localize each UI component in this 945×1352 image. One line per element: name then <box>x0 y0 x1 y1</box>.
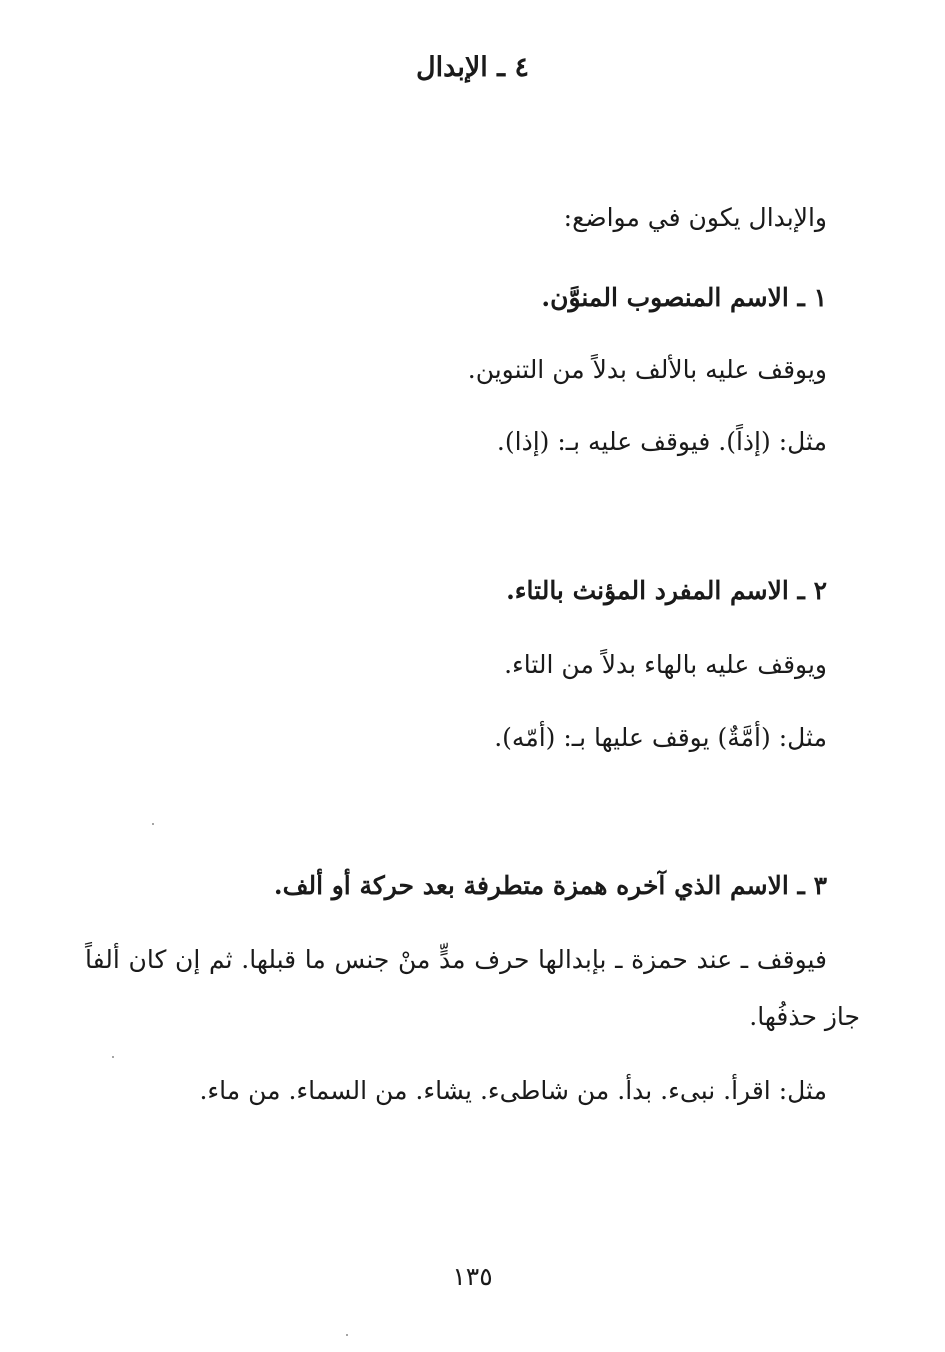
scan-speck <box>346 1334 348 1336</box>
section-1-example: مثل: (إذاً). فيوقف عليه بـ: (إذا). <box>496 427 827 456</box>
section-1-rule: ويوقف عليه بالألف بدلاً من التنوين. <box>467 355 827 384</box>
intro-text: والإبدال يكون في مواضع: <box>563 203 827 232</box>
section-3-rule <box>85 931 860 1045</box>
section-3-title: ٣ ـ الاسم الذي آخره همزة متطرفة بعد حركة أو ألف. <box>273 871 827 900</box>
section-2-rule: ويوقف عليه بالهاء بدلاً من التاء. <box>504 650 827 679</box>
section-1-title: ١ ـ الاسم المنصوب المنوَّن. <box>541 283 827 312</box>
scan-speck <box>152 823 154 825</box>
page-number: ١٣٥ <box>452 1262 493 1291</box>
chapter-heading: ٤ ـ الإبدال <box>416 52 529 83</box>
scan-speck <box>112 1056 114 1058</box>
section-3-rule-text: فيوقف ـ عند حمزة ـ بإبدالها حرف مدٍّ منْ جنس ما قبلها. ثم إن كان ألفاً جاز حذفُها. <box>85 945 860 1031</box>
section-2-example: مثل: (أمَّةٌ) يوقف عليها بـ: (أمّه). <box>494 723 827 752</box>
section-2-title: ٢ ـ الاسم المفرد المؤنث بالتاء. <box>506 576 827 605</box>
section-3-example: مثل: اقرأ. نبىء. بدأ. من شاطىء. يشاء. من السماء. من ماء. <box>199 1076 827 1105</box>
